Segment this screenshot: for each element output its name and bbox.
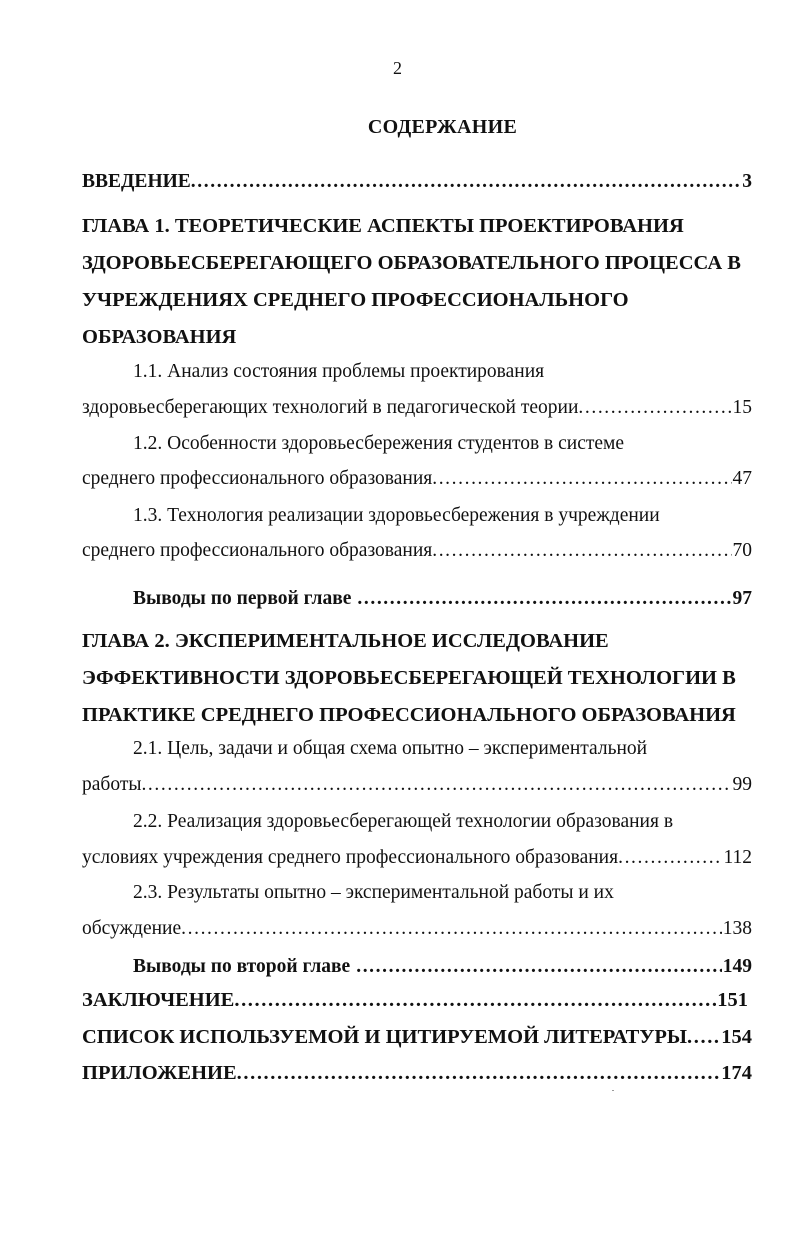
dot-leader <box>234 988 716 1012</box>
toc-entry-label: здоровьесберегающих технологий в педагогической теории <box>82 397 579 418</box>
toc-entry-label: среднего профессионального образования <box>82 468 433 489</box>
scan-speck <box>612 1090 614 1091</box>
toc-section-2-3-title[interactable]: 2.3. Результаты опытно – экспериментальной работы и их <box>133 882 614 903</box>
dot-leader <box>432 539 731 563</box>
toc-entry-label: ВВЕДЕНИЕ <box>82 171 191 192</box>
dot-leader <box>237 1061 721 1085</box>
toc-section-1-2[interactable] <box>82 467 752 491</box>
toc-entry-label: обсуждение <box>82 918 182 939</box>
dot-leader <box>191 170 741 194</box>
toc-entry-page: 138 <box>722 918 752 939</box>
toc-entry-page: 3 <box>742 171 752 192</box>
toc-entry-page: 149 <box>722 956 752 977</box>
toc-entry-page: 97 <box>732 588 752 609</box>
toc-entry-label: условиях учреждения среднего профессионального образования <box>82 847 619 868</box>
toc-section-1-2-title[interactable]: 1.2. Особенности здоровьесбережения студентов в системе <box>133 433 625 454</box>
toc-section-2-2-title[interactable]: 2.2. Реализация здоровьесберегающей технологии образования в <box>133 811 674 832</box>
dot-leader <box>141 773 731 797</box>
page-title: СОДЕРЖАНИЕ <box>367 116 518 138</box>
dot-leader <box>578 396 731 420</box>
toc-section-1-3[interactable] <box>82 539 752 563</box>
toc-entry-page: 151 <box>717 989 748 1011</box>
toc-section-1-1-title[interactable]: 1.1. Анализ состояния проблемы проектирования <box>133 361 545 382</box>
toc-entry-page: 174 <box>721 1062 752 1084</box>
chapter-2-title-line[interactable]: ГЛАВА 2. ЭКСПЕРИМЕНТАЛЬНОЕ ИССЛЕДОВАНИЕ <box>82 630 609 652</box>
toc-chapter-2-conclusions[interactable] <box>133 955 752 979</box>
toc-entry-label: ПРИЛОЖЕНИЕ <box>82 1062 237 1084</box>
toc-entry-label: ЗАКЛЮЧЕНИЕ <box>82 989 235 1011</box>
toc-section-1-1[interactable] <box>82 396 752 420</box>
toc-entry-page: 99 <box>732 774 752 795</box>
toc-entry-page: 70 <box>732 540 752 561</box>
toc-entry-page: 15 <box>732 397 752 418</box>
toc-entry-conclusion[interactable] <box>82 988 748 1012</box>
dot-leader <box>351 587 731 611</box>
dot-leader <box>687 1025 720 1049</box>
chapter-1-title-line[interactable]: УЧРЕЖДЕНИЯХ СРЕДНЕГО ПРОФЕССИОНАЛЬНОГО <box>82 289 629 311</box>
dot-leader <box>432 467 731 491</box>
toc-entry-label: Выводы по первой главе <box>133 588 352 609</box>
page-number: 2 <box>393 58 402 78</box>
toc-section-2-1[interactable] <box>82 773 752 797</box>
toc-entry-label: Выводы по второй главе <box>133 956 351 977</box>
toc-entry-introduction[interactable] <box>82 170 752 194</box>
toc-entry-label: среднего профессионального образования <box>82 540 433 561</box>
toc-entry-bibliography[interactable] <box>82 1025 752 1049</box>
toc-chapter-1-conclusions[interactable] <box>133 587 752 611</box>
chapter-1-title-line[interactable]: ЗДОРОВЬЕСБЕРЕГАЮЩЕГО ОБРАЗОВАТЕЛЬНОГО ПРОЦЕССА В <box>82 252 741 274</box>
dot-leader <box>181 917 722 941</box>
toc-entry-appendix[interactable] <box>82 1061 752 1085</box>
toc-entry-label: СПИСОК ИСПОЛЬЗУЕМОЙ И ЦИТИРУЕМОЙ ЛИТЕРАТУРЫ <box>82 1026 688 1048</box>
toc-entry-label: работы <box>82 774 142 795</box>
toc-entry-page: 112 <box>723 847 752 868</box>
chapter-2-title-line[interactable]: ПРАКТИКЕ СРЕДНЕГО ПРОФЕССИОНАЛЬНОГО ОБРАЗОВАНИЯ <box>82 704 736 726</box>
toc-section-2-3[interactable] <box>82 917 752 941</box>
dot-leader <box>350 955 722 979</box>
toc-section-2-2[interactable] <box>82 846 752 870</box>
chapter-1-title-line[interactable]: ГЛАВА 1. ТЕОРЕТИЧЕСКИЕ АСПЕКТЫ ПРОЕКТИРОВАНИЯ <box>82 215 684 237</box>
toc-section-1-3-title[interactable]: 1.3. Технология реализации здоровьесбережения в учреждении <box>133 505 660 526</box>
toc-entry-page: 154 <box>721 1026 752 1048</box>
dot-leader <box>618 846 722 870</box>
toc-entry-page: 47 <box>732 468 752 489</box>
chapter-2-title-line[interactable]: ЭФФЕКТИВНОСТИ ЗДОРОВЬЕСБЕРЕГАЮЩЕЙ ТЕХНОЛОГИИ В <box>82 667 736 689</box>
chapter-1-title-line[interactable]: ОБРАЗОВАНИЯ <box>82 326 237 348</box>
toc-section-2-1-title[interactable]: 2.1. Цель, задачи и общая схема опытно – экспериментальной <box>133 738 648 759</box>
